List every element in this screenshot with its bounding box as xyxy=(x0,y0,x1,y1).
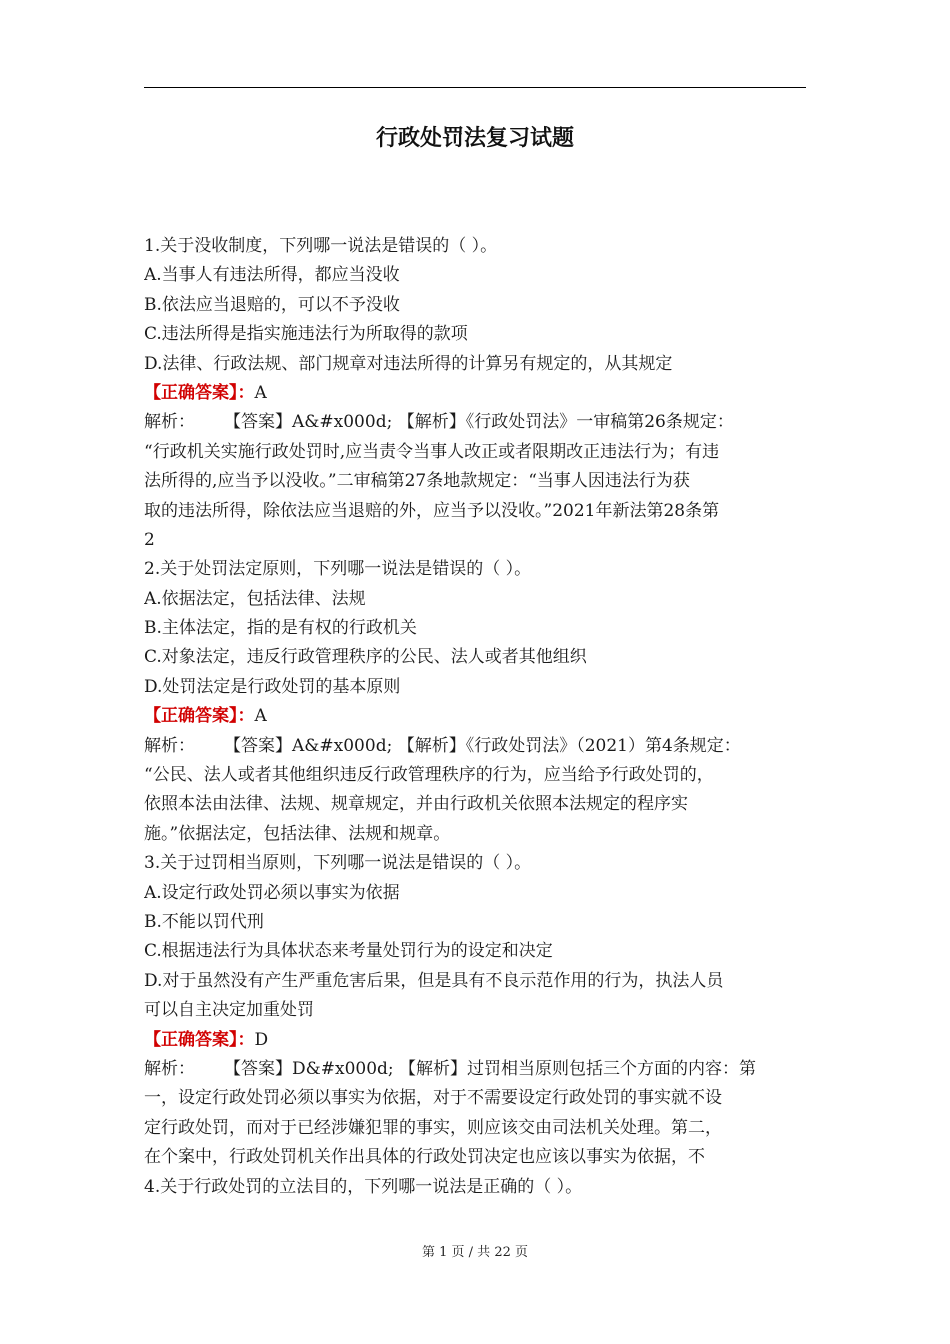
analysis-line: 取的违法所得，除依法应当退赔的外，应当予以没收。”2021年新法第28条第 xyxy=(144,500,720,521)
question-2-option-a: A.依据法定，包括法律、法规 xyxy=(144,588,366,609)
question-2-stem: 2.关于处罚法定原则，下列哪一说法是错误的（ ）。 xyxy=(144,559,532,580)
question-2-option-c: C.对象法定，违反行政管理秩序的公民、法人或者其他组织 xyxy=(144,647,587,668)
question-1-option-c: C.违法所得是指实施违法行为所取得的款项 xyxy=(144,324,468,345)
question-3-option-c: C.根据违法行为具体状态来考量处罚行为的设定和决定 xyxy=(144,941,553,962)
question-2-answer xyxy=(144,702,808,731)
answer-value: A xyxy=(254,706,267,727)
analysis-line: 2 xyxy=(144,529,155,550)
analysis-text: 【答案】D&#x000d; 【解析】过罚相当原则包括三个方面的内容：第 xyxy=(224,1058,757,1079)
document-title: 行政处罚法复习试题 xyxy=(375,126,574,151)
analysis-label: 解析： xyxy=(144,1058,195,1079)
question-1-option-a: A.当事人有违法所得，都应当没收 xyxy=(144,265,400,286)
question-2-option-d: D.处罚法定是行政处罚的基本原则 xyxy=(144,676,401,697)
question-1 xyxy=(144,232,808,555)
analysis-line: 一，设定行政处罚必须以事实为依据，对于不需要设定行政处罚的事实就不设 xyxy=(144,1088,722,1109)
question-1-answer xyxy=(144,379,808,408)
question-3-analysis xyxy=(144,1055,808,1084)
analysis-line: “公民、法人或者其他组织违反行政管理秩序的行为，应当给予行政处罚的， xyxy=(144,765,714,786)
question-2-option-b: B.主体法定，指的是有权的行政机关 xyxy=(144,618,417,639)
question-3-stem: 3.关于过罚相当原则，下列哪一说法是错误的（ ）。 xyxy=(144,853,532,874)
analysis-line: 施。”依据法定，包括法律、法规和规章。 xyxy=(144,823,451,844)
analysis-line: 定行政处罚，而对于已经涉嫌犯罪的事实，则应该交由司法机关处理。第二， xyxy=(144,1117,722,1138)
analysis-text: 【答案】A&#x000d; 【解析】《行政处罚法》一审稿第26条规定： xyxy=(224,412,734,433)
question-3-option-d: D.对于虽然没有产生严重危害后果，但是具有不良示范作用的行为，执法人员 xyxy=(144,970,724,991)
question-1-option-b: B.依法应当退赔的，可以不予没收 xyxy=(144,294,400,315)
question-3-answer xyxy=(144,1026,808,1055)
answer-label: 【正确答案】： xyxy=(144,1029,255,1050)
analysis-label: 解析： xyxy=(144,735,195,756)
answer-label: 【正确答案】： xyxy=(144,706,255,727)
question-3-option-a: A.设定行政处罚必须以事实为依据 xyxy=(144,882,400,903)
answer-value: D xyxy=(254,1029,269,1050)
answer-label: 【正确答案】： xyxy=(144,382,255,403)
analysis-label: 解析： xyxy=(144,412,195,433)
question-3-option-b: B.不能以罚代刑 xyxy=(144,911,264,932)
question-1-stem: 1.关于没收制度，下列哪一说法是错误的（ ）。 xyxy=(144,236,498,256)
analysis-line: 法所得的,应当予以没收。”二审稿第27条地款规定：“当事人因违法行为获 xyxy=(144,471,690,492)
question-3 xyxy=(144,849,808,1172)
question-2-analysis xyxy=(144,732,808,761)
analysis-line: “行政机关实施行政处罚时,应当责令当事人改正或者限期改正违法行为；有违 xyxy=(144,441,720,462)
question-2 xyxy=(144,555,808,849)
analysis-line: 在个案中，行政处罚机关作出具体的行政处罚决定也应该以事实为依据，不 xyxy=(144,1147,705,1168)
document-body xyxy=(144,232,808,1202)
question-1-option-d: D.法律、行政法规、部门规章对违法所得的计算另有规定的，从其规定 xyxy=(144,353,673,374)
question-1-analysis xyxy=(144,408,808,437)
question-4 xyxy=(144,1173,808,1202)
answer-value: A xyxy=(254,382,267,403)
analysis-line: 依照本法由法律、法规、规章规定，并由行政机关依照本法规定的程序实 xyxy=(144,794,688,815)
analysis-text: 【答案】A&#x000d; 【解析】《行政处罚法》（2021）第4条规定： xyxy=(224,735,741,756)
page-footer: 第 1 页 / 共 22 页 xyxy=(422,1245,528,1260)
question-4-stem: 4.关于行政处罚的立法目的，下列哪一说法是正确的（ ）。 xyxy=(144,1176,583,1197)
header-rule xyxy=(144,87,806,88)
question-3-option-d-cont: 可以自主决定加重处罚 xyxy=(144,1000,314,1021)
